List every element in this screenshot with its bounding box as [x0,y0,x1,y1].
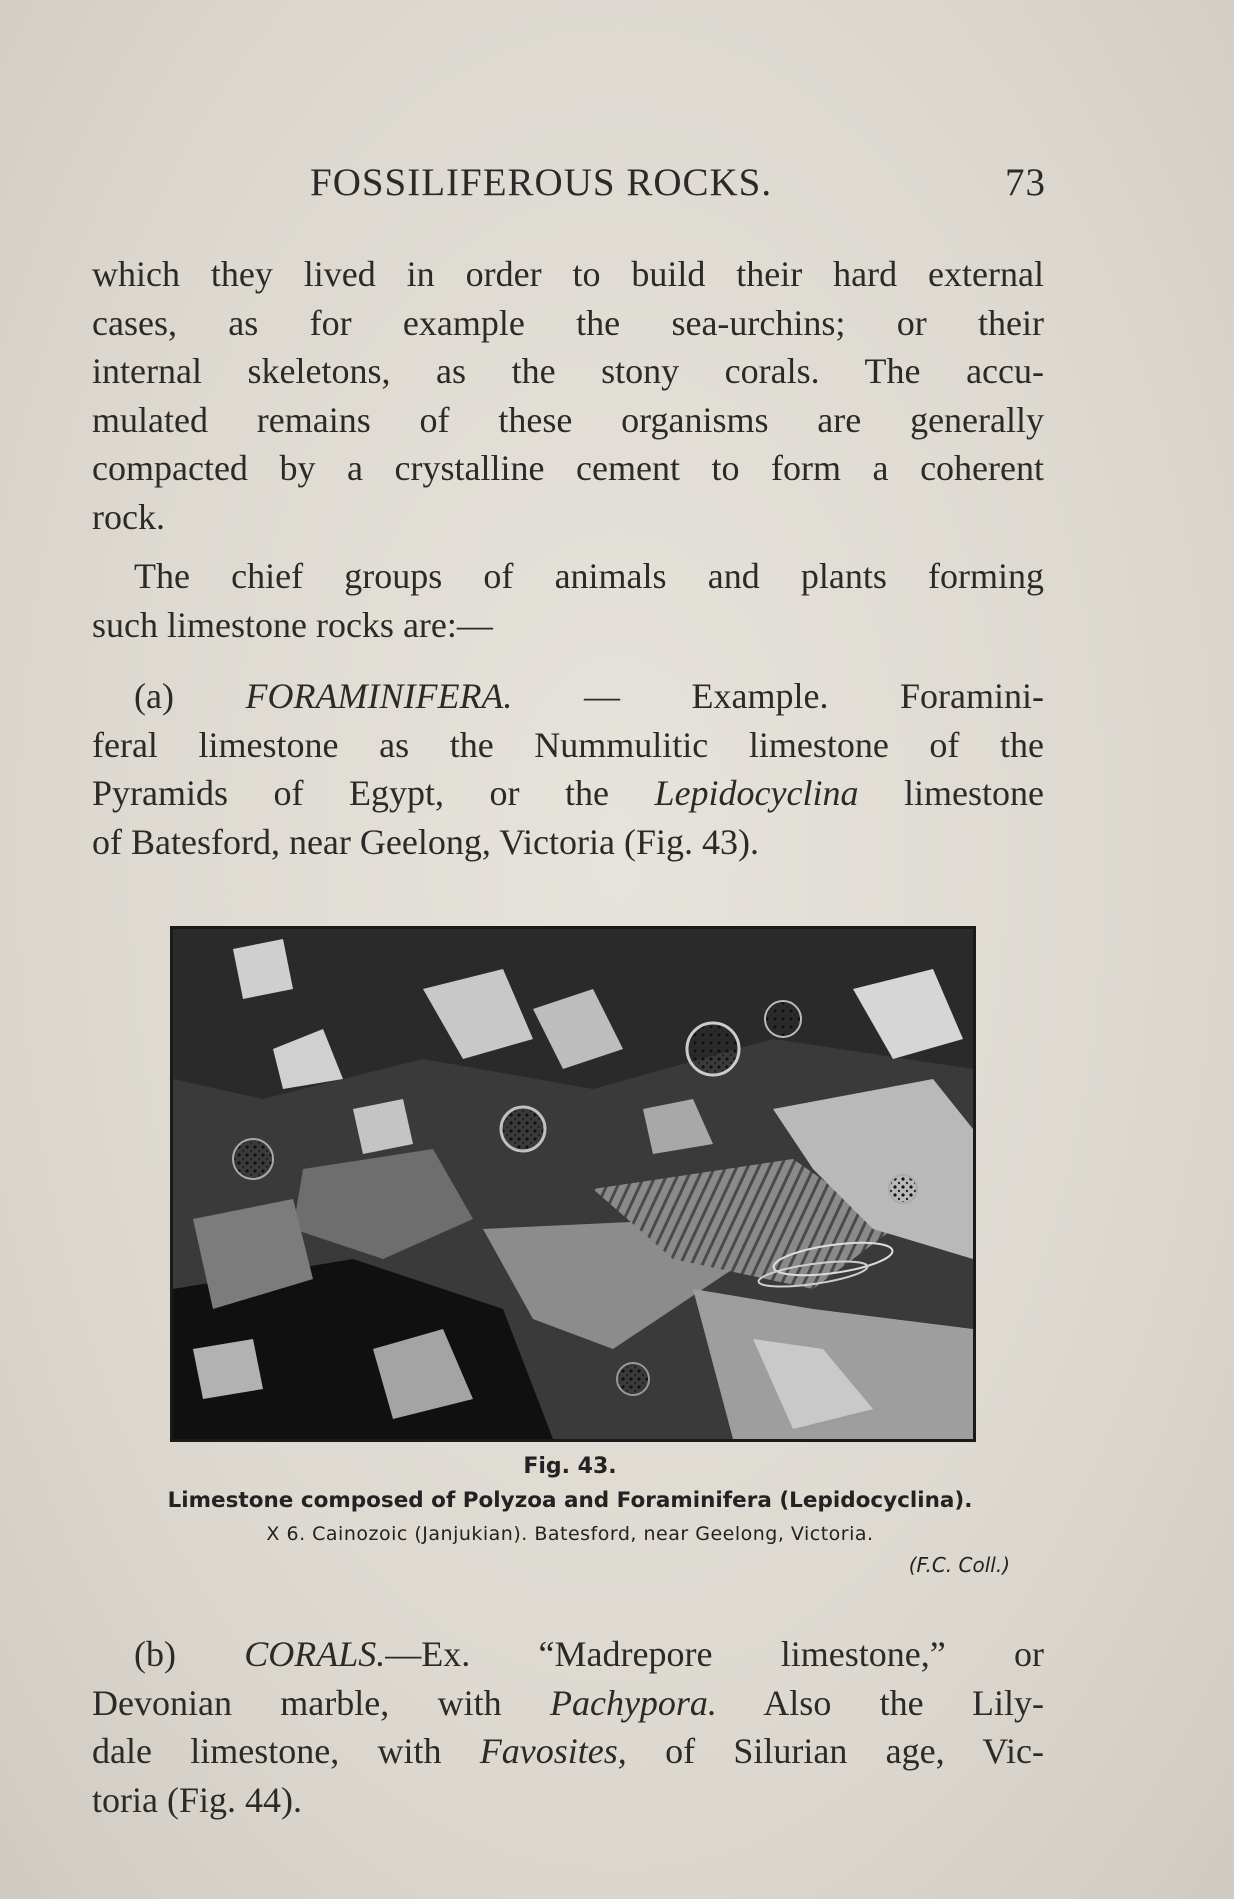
text-line: of Batesford, near Geelong, Victoria (Fig. 43). [92,821,759,862]
text-run: of Silurian age, Vic- [626,1731,1045,1771]
figure-caption: Limestone composed of Polyzoa and Foraminifera (Lepidocyclina). [167,1488,973,1513]
text-line [92,1630,1044,1679]
text-line: feral limestone as the Nummulitic limestone of the [92,724,1044,765]
text-line: which they lived in order to build their hard external [92,254,1044,294]
figure-43-photomicrograph [170,926,976,1442]
genus-name: Lepidocyclina [654,773,859,813]
text-line [92,1727,1044,1776]
text-line [92,672,1044,721]
text-run: Also the Lily- [716,1682,1044,1723]
paragraph-foraminifera [92,672,1044,866]
text-run: dale limestone, with [92,1731,480,1771]
genus-name: Pachypora. [549,1682,717,1723]
text-run: —Ex. “Madrepore limestone,” or [385,1634,1044,1674]
text-run: Devonian marble, with [92,1682,550,1723]
text-line: cases, as for example the sea-urchins; or their [92,302,1044,343]
running-title: FOSSILIFEROUS ROCKS. [310,161,773,204]
paragraph-corals [92,1630,1044,1824]
text-run: — Example. Foramini- [512,676,1044,716]
figure-credit: (F.C. Coll.) [908,1553,1010,1577]
limestone-micrograph-image [173,929,973,1439]
text-line [92,769,1044,818]
text-run: Pyramids of Egypt, or the [92,773,655,813]
group-name: FORAMINIFERA. [245,676,513,716]
genus-name: Favosites, [479,1731,627,1771]
figure-label: Fig. 43. [523,1454,617,1479]
page-number: 73 [1005,161,1046,204]
text-line: such limestone rocks are:— [92,604,493,645]
running-header [310,160,1046,208]
group-name: CORALS. [244,1634,386,1674]
paragraph-2 [92,552,1044,649]
text-line: compacted by a crystalline cement to form a coherent [92,448,1044,488]
text-line: internal skeletons, as the stony corals. The accu- [92,351,1044,391]
text-line [92,1679,1044,1728]
text-line: mulated remains of these organisms are generally [92,399,1044,440]
text-line: rock. [92,496,165,537]
figure-details: X 6. Cainozoic (Janjukian). Batesford, near Geelong, Victoria. [266,1523,874,1545]
item-label: (a) [134,676,246,716]
text-line: toria (Fig. 44). [92,1779,302,1820]
paragraph-1 [92,250,1044,541]
text-line: The chief groups of animals and plants forming [134,556,1044,596]
item-label: (b) [134,1634,245,1674]
text-run: limestone [858,773,1044,813]
